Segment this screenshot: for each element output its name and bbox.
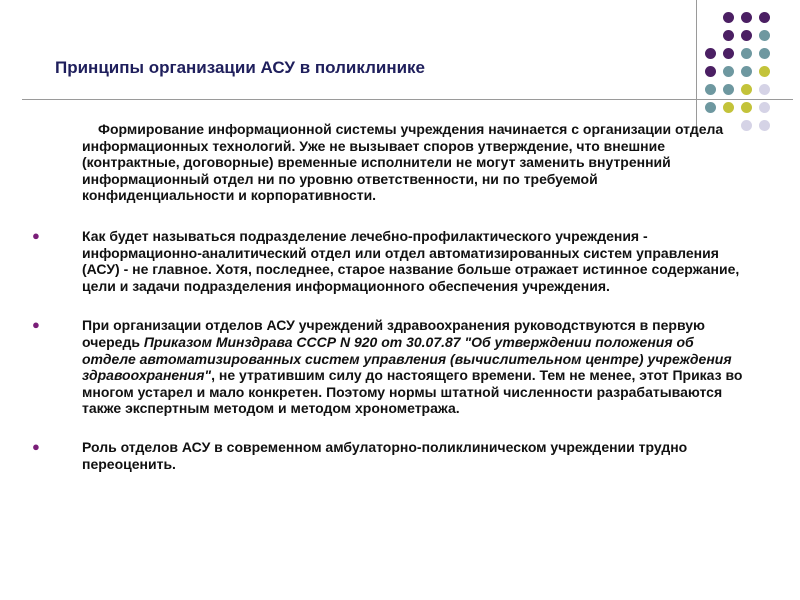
decorative-dot — [741, 12, 752, 23]
decorative-dot — [759, 48, 770, 59]
decorative-dot — [705, 48, 716, 59]
decorative-dot — [759, 84, 770, 95]
decorative-dot — [723, 30, 734, 41]
order-reference-link: Приказом Минздрава СССР N 920 от 30.07.87 "Об утверждении положения об отделе автоматизированных систем управления (вычислительном центре) учреждения здравоохранения" — [82, 333, 732, 384]
bullet-item-2 — [32, 317, 747, 417]
bullet-item-1 — [32, 227, 747, 294]
bullet-item-1-text: Как будет называться подразделение лечебно-профилактического учреждения - информационно-аналитический отдел или отдел автоматизированных систем управления (АСУ) - не главное. Хотя, последнее, старое название больше отражает истинное содержание, цели и задачи подразделения информационного обеспечения учреждения. — [82, 227, 740, 294]
intro-paragraph: Формирование информационной системы учреждения начинается с организации отдела информационных технологий. Уже не вызывает споров утверждение, что внешние (контрактные, договорные) временные исполнители не могут заменить внутренний информационный отдел ни по уровню ответственности, ни по требуемой конфиденциальности и корпоративности. — [82, 121, 724, 204]
decorative-dot — [741, 66, 752, 77]
decorative-dot — [705, 102, 716, 113]
decorative-dot — [723, 48, 734, 59]
decorative-dot — [723, 12, 734, 23]
bullet-item-2-text-end: , не утратившим силу до настоящего времени. Тем не менее, этот Приказ во многом устарел и мало конкретен. Поэтому нормы штатной численности разрабатываются также экспертным методом и методом хронометража. — [82, 367, 743, 417]
bullet-icon: ● — [32, 317, 40, 333]
decorative-dot — [759, 66, 770, 77]
bullet-icon: ● — [32, 227, 40, 243]
decorative-dot — [759, 12, 770, 23]
bullet-icon: ● — [32, 438, 40, 454]
decorative-dot — [741, 30, 752, 41]
decorative-dot — [759, 102, 770, 113]
decorative-vertical-line — [696, 0, 697, 136]
decorative-dot — [723, 84, 734, 95]
decorative-dot-grid — [705, 12, 777, 130]
bullet-item-2-text-start: При организации отделов АСУ учреждений здравоохранения руководствуются в первую очередь — [82, 317, 705, 350]
decorative-dot — [759, 120, 770, 131]
decorative-dot — [723, 102, 734, 113]
slide-title: Принципы организации АСУ в поликлинике — [55, 58, 426, 77]
decorative-dot — [741, 102, 752, 113]
decorative-dot — [723, 66, 734, 77]
slide-body — [32, 121, 747, 472]
bullet-item-3-text: Роль отделов АСУ в современном амбулаторно-поликлиническом учреждении трудно переоценить. — [82, 438, 688, 472]
decorative-dot — [705, 84, 716, 95]
decorative-horizontal-line — [22, 99, 793, 100]
decorative-dot — [741, 84, 752, 95]
decorative-dot — [705, 66, 716, 77]
decorative-dot — [741, 48, 752, 59]
decorative-dot — [759, 30, 770, 41]
bullet-item-3 — [32, 438, 747, 472]
